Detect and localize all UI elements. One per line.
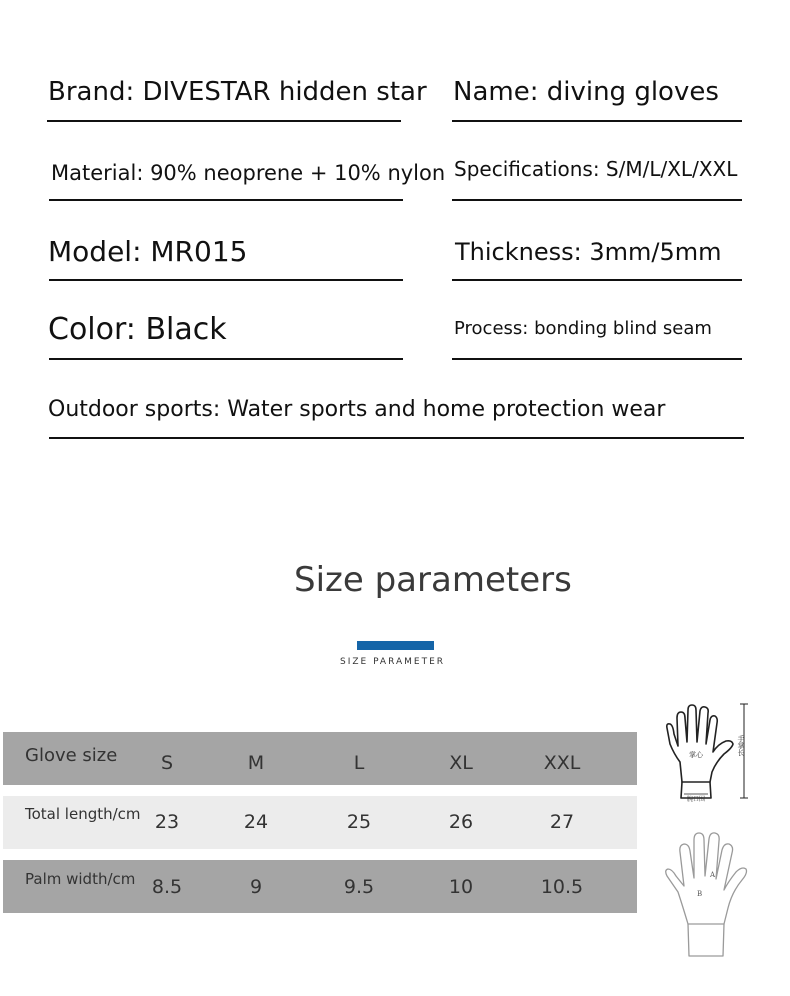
divider xyxy=(452,279,742,281)
table-cell: 25 xyxy=(346,811,372,833)
table-row xyxy=(3,860,637,913)
size-section-subtitle: SIZE PARAMETER xyxy=(340,657,446,667)
table-header-cell: XL xyxy=(449,752,473,774)
wrist-label: 腕口围 xyxy=(687,796,706,803)
table-cell: 27 xyxy=(549,811,575,833)
divider xyxy=(49,279,403,281)
divider xyxy=(452,199,742,201)
spec-material: Material: 90% neoprene + 10% nylon xyxy=(51,161,446,185)
point-b-label: B xyxy=(697,890,703,898)
table-header-cell: L xyxy=(353,752,365,774)
point-a-label: A xyxy=(710,871,716,879)
size-section-title: Size parameters xyxy=(294,560,572,600)
table-row-label: Total length/cm xyxy=(25,805,141,823)
table-cell: 9.5 xyxy=(343,876,375,898)
divider xyxy=(452,358,742,360)
divider xyxy=(49,437,744,439)
divider xyxy=(49,199,403,201)
table-cell: 9 xyxy=(249,876,263,898)
divider xyxy=(49,358,403,360)
glove-length-diagram xyxy=(660,700,755,805)
spec-model: Model: MR015 xyxy=(48,235,248,268)
length-label: 手掌长 xyxy=(737,735,745,756)
table-header-cell: S xyxy=(160,752,174,774)
table-cell: 24 xyxy=(243,811,269,833)
table-cell: 23 xyxy=(154,811,180,833)
spec-color: Color: Black xyxy=(48,312,227,347)
spec-process: Process: bonding blind seam xyxy=(454,318,712,339)
spec-name: Name: diving gloves xyxy=(453,77,719,107)
palm-label: 掌心 xyxy=(689,751,703,759)
spec-thickness: Thickness: 3mm/5mm xyxy=(455,238,722,266)
divider xyxy=(452,120,742,122)
glove-width-diagram xyxy=(662,824,754,962)
table-cell: 10 xyxy=(448,876,474,898)
table-header-cell: XXL xyxy=(543,752,581,774)
divider xyxy=(47,120,401,122)
spec-specifications: Specifications: S/M/L/XL/XXL xyxy=(454,157,738,181)
table-row xyxy=(3,796,637,849)
table-cell: 8.5 xyxy=(151,876,183,898)
title-accent-bar xyxy=(357,641,434,650)
table-cell: 10.5 xyxy=(540,876,584,898)
table-row-label: Palm width/cm xyxy=(25,870,136,888)
table-cell: 26 xyxy=(448,811,474,833)
table-header-cell: M xyxy=(247,752,265,774)
spec-brand: Brand: DIVESTAR hidden star xyxy=(48,77,427,107)
table-header-row xyxy=(3,732,637,785)
table-header-label: Glove size xyxy=(25,745,118,766)
spec-outdoor: Outdoor sports: Water sports and home protection wear xyxy=(48,397,666,422)
